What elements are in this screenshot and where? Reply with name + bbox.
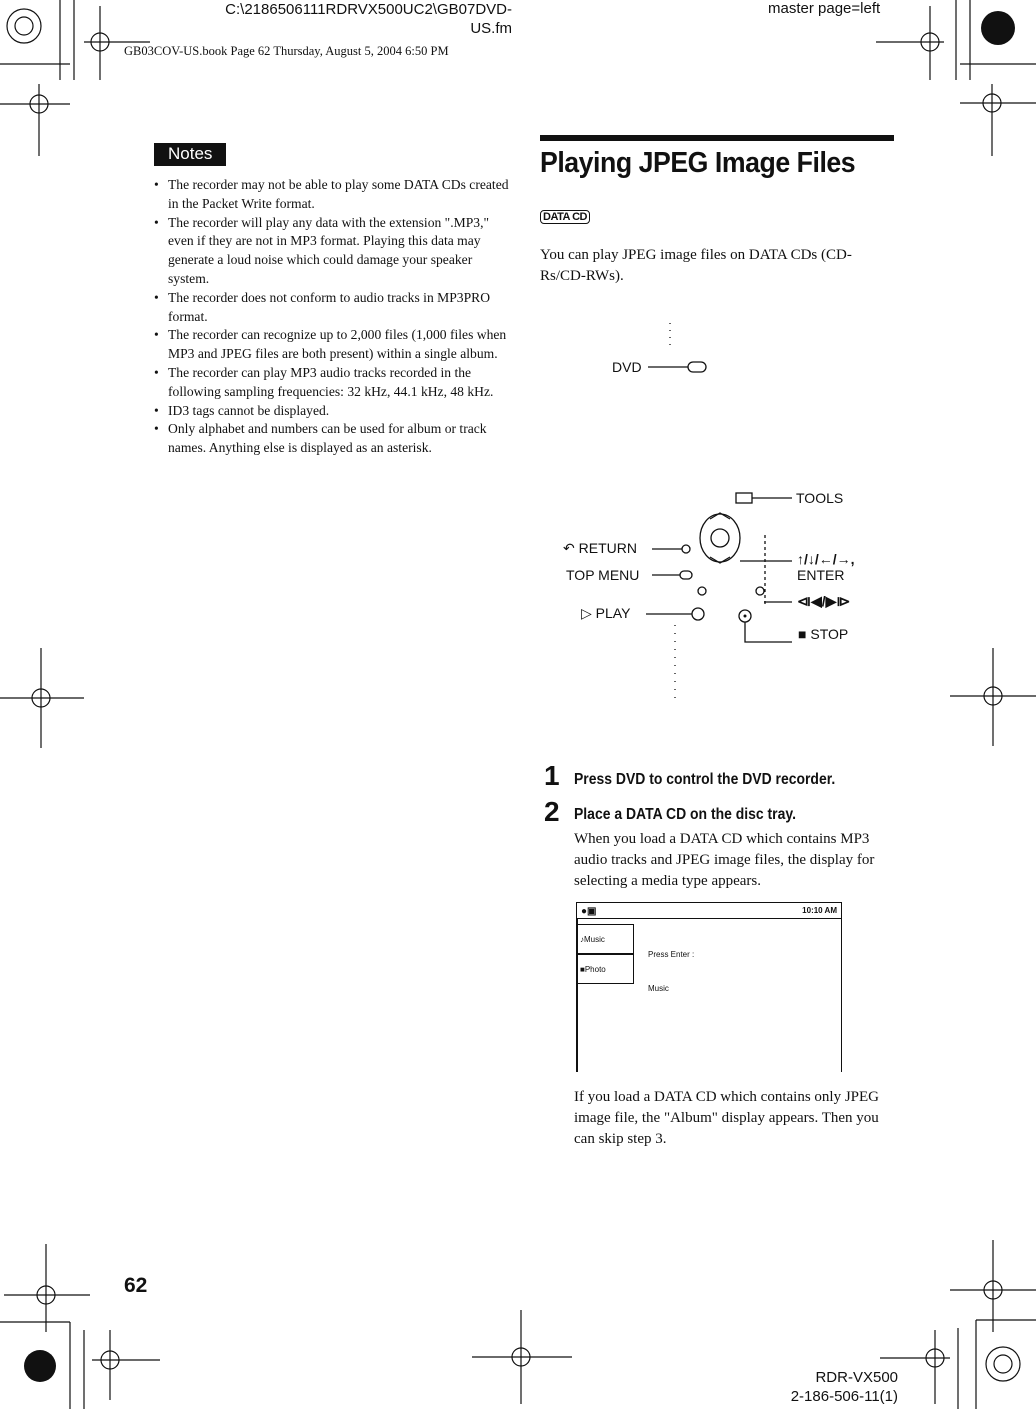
step-number: 1 [544, 760, 560, 791]
joystick-icon [700, 514, 740, 562]
play-button-icon [692, 608, 704, 620]
crosshair-icon [986, 1347, 1020, 1381]
step-number: 2 [544, 796, 560, 827]
media-select-screen [576, 902, 842, 1072]
label-arrows: ↑/↓/←/→, [797, 551, 855, 567]
intro-text: You can play JPEG image files on DATA CDs (CD-Rs/CD-RWs). [540, 247, 852, 284]
menu-item-photo [576, 954, 634, 984]
play-arrow-icon: ▷ [581, 605, 596, 621]
footer [760, 1368, 898, 1406]
footer-model: RDR-VX500 [815, 1369, 898, 1386]
label-stop-text: STOP [810, 626, 849, 642]
disc-icon: ●▣ [581, 906, 597, 917]
label-stop [798, 626, 848, 642]
return-icon: ↶ [563, 540, 579, 556]
note-item: • The recorder can play MP3 audio tracks recorded in the following sampling frequencies: 32 kHz, 44.1 kHz, 48 kHz. [154, 364, 514, 402]
file-path-line: C:\2186506111RDRVX500UC2\GB07DVD- [225, 1, 512, 18]
label-return [563, 540, 637, 557]
note-item: • ID3 tags cannot be displayed. [154, 402, 514, 421]
label-top-menu: TOP MENU [566, 567, 640, 583]
music-note-icon: ♪ [580, 935, 584, 944]
footer-code: 2-186-506-11(1) [790, 1388, 898, 1405]
note-item: • The recorder may not be able to play some DATA CDs created in the Packet Write format. [154, 176, 514, 214]
skip-forward-button-icon [756, 587, 764, 595]
section-rule [540, 135, 894, 141]
label-skip: ⧏◀/▶⧐ [797, 593, 851, 609]
remote-diagram [540, 315, 900, 715]
master-page-label: master page=left [768, 0, 881, 17]
after-screen-text: If you load a DATA CD which contains only JPEG image file, the "Album" display appears. Then you can skip step 3. [574, 1089, 880, 1147]
page-number: 62 [124, 1274, 148, 1297]
step-text: Place a DATA CD on the disc tray. [574, 806, 796, 823]
book-info: GB03COV-US.book Page 62 Thursday, August 5, 2004 6:50 PM [124, 44, 449, 58]
data-cd-badge: DATA CD [540, 210, 590, 224]
photo-icon: ■ [580, 965, 585, 974]
label-enter: ENTER [797, 567, 845, 583]
registration-dot-icon [981, 11, 1015, 45]
page-title: Playing JPEG Image Files [540, 147, 856, 179]
file-path-line: US.fm [470, 20, 512, 37]
note-item: • The recorder will play any data with the extension ".MP3," even if they are not in MP3 format. Playing this data may generate a loud noise which could damage your speaker system. [154, 214, 514, 289]
screen-selection: Music [648, 984, 669, 993]
stop-square-icon: ■ [798, 626, 811, 642]
screen-prompt: Press Enter : [648, 950, 695, 959]
top-menu-button-icon [680, 571, 692, 579]
note-item: • Only alphabet and numbers can be used for album or track names. Anything else is displayed as an asterisk. [154, 420, 514, 458]
dvd-button-icon [688, 362, 706, 372]
menu-item-music [576, 924, 634, 954]
menu-label: Music [584, 935, 605, 944]
label-tools: TOOLS [796, 490, 844, 506]
menu-label: Photo [584, 965, 606, 974]
screen-status-bar [576, 902, 842, 919]
label-return-text: RETURN [578, 540, 637, 556]
label-play-text: PLAY [595, 605, 631, 621]
crosshair-icon [7, 9, 41, 43]
step-body: When you load a DATA CD which contains MP3 audio tracks and JPEG image files, the display for selecting a media type appears. [574, 831, 875, 889]
label-play [581, 605, 630, 622]
tools-button-icon [736, 493, 752, 503]
note-item: • The recorder does not conform to audio tracks in MP3PRO format. [154, 289, 514, 327]
return-button-icon [682, 545, 690, 553]
skip-back-button-icon [698, 587, 706, 595]
file-path-header [160, 0, 512, 38]
notes-list [154, 176, 514, 458]
note-item: • The recorder can recognize up to 2,000 files (1,000 files when MP3 and JPEG files are both present) within a single album. [154, 326, 514, 364]
screen-border [841, 919, 843, 1072]
registration-dot-icon [24, 1350, 56, 1382]
screen-time: 10:10 AM [802, 906, 837, 915]
label-dvd: DVD [612, 359, 642, 375]
notes-badge: Notes [154, 143, 226, 166]
step-text: Press DVD to control the DVD recorder. [574, 771, 836, 788]
